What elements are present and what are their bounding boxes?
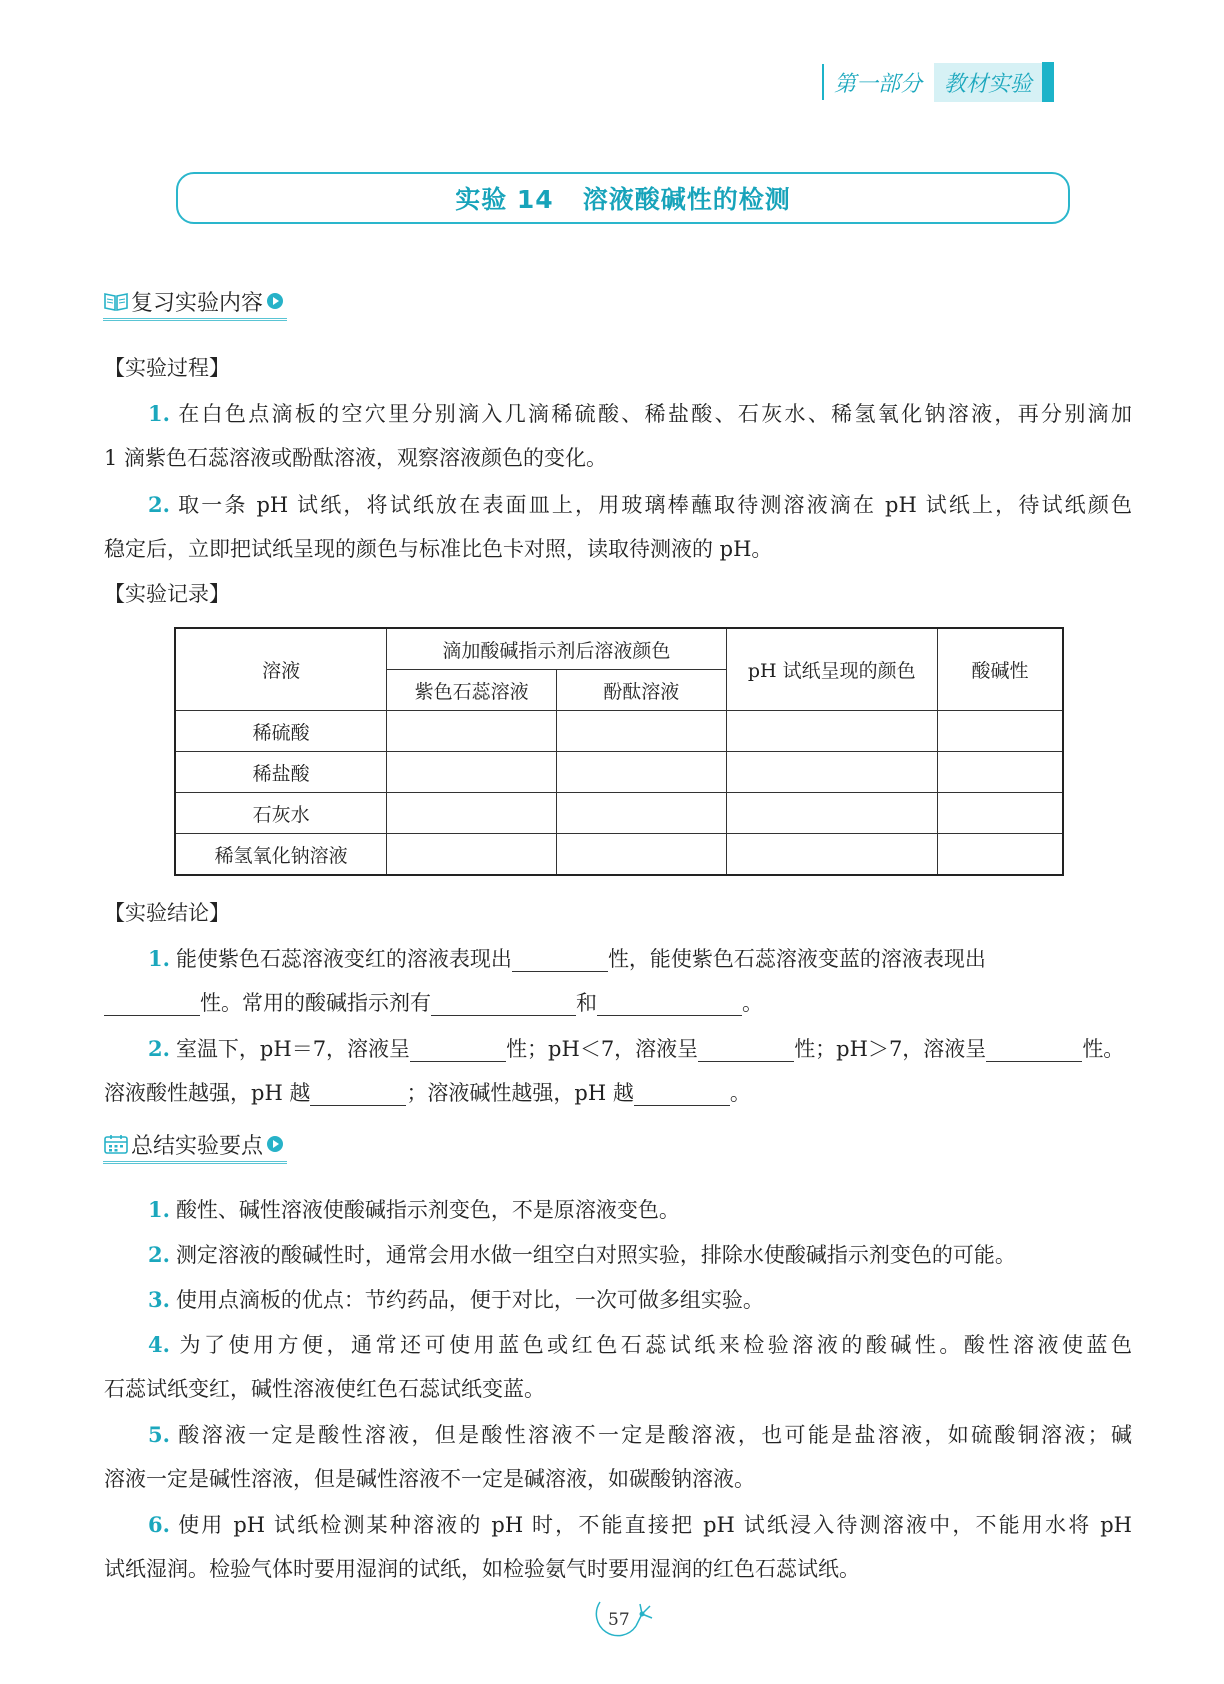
play-arrow-icon [267,1136,283,1152]
process-step-1-line-1 [148,391,1132,437]
fill-blank[interactable] [597,991,742,1016]
blank-cell[interactable] [387,711,557,752]
process-step-2-line-2: 稳定后，立即把试纸呈现的颜色与标准比色卡对照，读取待测液的 pH。 [104,537,773,561]
row-solution-name: 稀氢氧化钠溶液 [175,834,387,876]
point-text: 为了使用方便，通常还可使用蓝色或红色石蕊试纸来检验溶液的酸碱性。酸性溶液使蓝色 [175,1333,1132,1357]
point-text: 使用点滴板的优点：节约药品，便于对比，一次可做多组实验。 [175,1288,764,1312]
conclusion-text: 室温下，pH＝7，溶液呈 [175,1037,411,1061]
conclusion-1-line-1 [148,936,986,982]
section-label: 总结实验要点 [131,1133,264,1159]
table-row [175,711,1063,752]
record-label: 【实验记录】 [104,582,230,606]
summary-point-1 [148,1187,680,1233]
calendar-icon [103,1133,129,1155]
conclusion-text: 性，能使紫色石蕊溶液变蓝的溶液表现出 [607,947,986,971]
step-number: 2. [148,492,170,517]
blank-cell[interactable] [726,834,937,876]
header-acidity: 酸碱性 [937,628,1063,711]
blank-cell[interactable] [726,711,937,752]
point-text: 酸溶液一定是酸性溶液，但是酸性溶液不一定是酸溶液，也可能是盐溶液，如硫酸铜溶液；碱 [175,1423,1132,1447]
fill-blank[interactable] [512,947,608,972]
conclusion-text: 性。 [1082,1037,1125,1061]
blank-cell[interactable] [556,793,726,834]
summary-point-5-line-1 [148,1412,1132,1458]
step-text: 取一条 pH 试纸，将试纸放在表面皿上，用玻璃棒蘸取待测溶液滴在 pH 试纸上，待试纸颜色 [175,493,1132,517]
point-text: 酸性、碱性溶液使酸碱指示剂变色，不是原溶液变色。 [175,1198,680,1222]
header-phenolphthalein: 酚酞溶液 [556,670,726,711]
conclusion-number: 2. [148,1036,170,1061]
conclusion-text: ；溶液碱性越强，pH 越 [406,1081,634,1105]
summary-point-4-line-2: 石蕊试纸变红，碱性溶液使红色石蕊试纸变蓝。 [104,1377,545,1401]
point-text: 使用 pH 试纸检测某种溶液的 pH 时，不能直接把 pH 试纸浸入待测溶液中，不能用水将 pH [175,1513,1132,1537]
header-indicator: 滴加酸碱指示剂后溶液颜色 [387,628,726,670]
conclusion-1-line-2 [104,981,763,1026]
blank-cell[interactable] [726,793,937,834]
process-step-2-line-1 [148,482,1132,528]
table-row [175,752,1063,793]
blank-cell[interactable] [387,752,557,793]
point-number: 4. [148,1332,170,1357]
summary-point-6-line-1 [148,1502,1132,1548]
fill-blank[interactable] [634,1081,730,1106]
step-text: 在白色点滴板的空穴里分别滴入几滴稀硫酸、稀盐酸、石灰水、稀氢氧化钠溶液，再分别滴加 [175,402,1132,426]
fill-blank[interactable] [698,1037,794,1062]
conclusion-text: 和 [576,991,597,1015]
fill-blank[interactable] [986,1037,1082,1062]
play-arrow-icon [267,293,283,309]
row-solution-name: 稀盐酸 [175,752,387,793]
blank-cell[interactable] [726,752,937,793]
point-number: 2. [148,1242,170,1267]
conclusion-2-line-2 [104,1071,751,1116]
conclusion-text: 性。常用的酸碱指示剂有 [200,991,431,1015]
blank-cell[interactable] [556,711,726,752]
header-divider [822,64,824,100]
point-number: 6. [148,1512,170,1537]
running-header [822,62,1054,102]
summary-point-6-line-2: 试纸湿润。检验气体时要用湿润的试纸，如检验氨气时要用湿润的红色石蕊试纸。 [104,1557,860,1581]
conclusion-text: 性；pH＜7，溶液呈 [506,1037,699,1061]
blank-cell[interactable] [387,834,557,876]
header-solution: 溶液 [175,628,387,711]
point-number: 5. [148,1422,170,1447]
header-litmus: 紫色石蕊溶液 [387,670,557,711]
summary-point-3 [148,1277,764,1323]
conclusion-2-line-1 [148,1026,1124,1072]
blank-cell[interactable] [556,752,726,793]
page-number: 57 [608,1610,630,1630]
step-number: 1. [148,401,170,426]
blank-cell[interactable] [937,711,1063,752]
conclusion-number: 1. [148,946,170,971]
section-heading-review [103,284,287,321]
row-solution-name: 石灰水 [175,793,387,834]
conclusion-text: 能使紫色石蕊溶液变红的溶液表现出 [175,947,512,971]
conclusion-label: 【实验结论】 [104,901,230,925]
experiment-title: 实验 14 溶液酸碱性的检测 [455,185,791,214]
conclusion-text: 。 [742,991,763,1015]
header-ph-color: pH 试纸呈现的颜色 [726,628,937,711]
header-accent-block [1042,62,1054,102]
section-heading-summary [103,1127,287,1164]
process-step-1-line-2: 1 滴紫色石蕊溶液或酚酞溶液，观察溶液颜色的变化。 [104,446,608,470]
book-icon [103,290,129,312]
point-number: 3. [148,1287,170,1312]
blank-cell[interactable] [937,793,1063,834]
conclusion-text: 。 [729,1081,751,1105]
table-row [175,793,1063,834]
experiment-record-table [174,627,1064,876]
header-part: 第一部分 [833,71,922,97]
table-row [175,834,1063,876]
experiment-title-box [176,172,1070,224]
blank-cell[interactable] [556,834,726,876]
page-number-badge [580,1596,664,1646]
fill-blank[interactable] [410,1037,506,1062]
blank-cell[interactable] [937,834,1063,876]
header-section: 教材实验 [934,63,1042,102]
point-number: 1. [148,1197,170,1222]
summary-point-2 [148,1232,1016,1278]
fill-blank[interactable] [104,991,200,1016]
section-label: 复习实验内容 [131,290,264,316]
point-text: 测定溶液的酸碱性时，通常会用水做一组空白对照实验，排除水使酸碱指示剂变色的可能。 [175,1243,1016,1267]
conclusion-text: 溶液酸性越强，pH 越 [104,1081,311,1105]
process-label: 【实验过程】 [104,356,230,380]
summary-point-5-line-2: 溶液一定是碱性溶液，但是碱性溶液不一定是碱溶液，如碳酸钠溶液。 [104,1467,755,1491]
conclusion-text: 性；pH＞7，溶液呈 [794,1037,987,1061]
row-solution-name: 稀硫酸 [175,711,387,752]
fill-blank[interactable] [431,991,576,1016]
blank-cell[interactable] [387,793,557,834]
blank-cell[interactable] [937,752,1063,793]
fill-blank[interactable] [310,1081,406,1106]
summary-point-4-line-1 [148,1322,1132,1368]
